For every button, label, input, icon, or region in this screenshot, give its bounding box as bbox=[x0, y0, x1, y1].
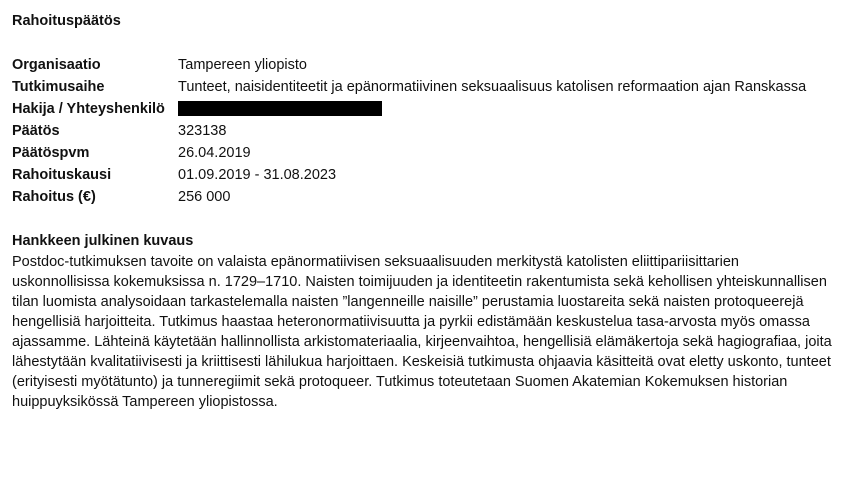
fields-table bbox=[12, 54, 848, 208]
field-label: Päätös bbox=[12, 123, 60, 139]
field-value: Tunteet, naisidentiteetit ja epänormatiivinen seksuaalisuus katolisen reformaation ajan Ranskassa bbox=[178, 79, 807, 95]
field-label: Hakija / Yhteyshenkilö bbox=[12, 101, 165, 117]
document-title: Rahoituspäätös bbox=[12, 13, 121, 29]
field-row-funding-amount bbox=[12, 186, 848, 208]
field-label: Tutkimusaihe bbox=[12, 79, 105, 95]
field-row-decision bbox=[12, 120, 848, 142]
field-value: 256 000 bbox=[178, 189, 231, 205]
decision-document bbox=[12, 10, 848, 412]
field-value: 323138 bbox=[178, 123, 227, 139]
field-row-decision-date bbox=[12, 142, 848, 164]
field-row-applicant bbox=[12, 98, 848, 120]
field-label: Rahoitus (€) bbox=[12, 189, 96, 205]
field-value bbox=[178, 98, 848, 120]
field-row-funding-period bbox=[12, 164, 848, 186]
field-row-research-topic bbox=[12, 76, 848, 98]
field-value: 26.04.2019 bbox=[178, 145, 251, 161]
field-value: 01.09.2019 - 31.08.2023 bbox=[178, 167, 337, 183]
field-value: Tampereen yliopisto bbox=[178, 57, 307, 73]
description-text: Postdoc-tutkimuksen tavoite on valaista epänormatiivisen seksuaalisuuden merkitystä katolisten eliittipariisittarien uskonnollisissa kokemuksissa n. 1729–1710. Naisten toimijuuden ja identiteetin rakentumista sekä kehollisen yhteiskunnallisen tilan luomista analysoidaan tarkastelemalla naisten ”langenneille naisille” perustamia luostareita sekä naisten protoqueerejä hengellisiä harjoitteita. Tutkimus haastaa heteronormatiivisuutta ja pyrkii edistämään keskustelua tasa-arvosta myös omassa ajassamme. Lähteinä käytetään hallinnollista arkistomateriaalia, kirjeenvaihtoa, hengellisiä elämäkertoja sekä hagiografiaa, joita lähestytään kvalitatiivisesti ja kriittisesti lähilukua harjoittaen. Keskeisiä tutkimusta ohjaavia käsitteitä ovat eletty uskonto, tunteet (erityisesti myötätunto) ja tunneregiimit sekä protoqueer. Tutkimus toteutetaan Suomen Akatemian Kokemuksen historian huippuyksikössä Tampereen yliopistossa. bbox=[12, 254, 832, 410]
redaction-bar bbox=[178, 101, 382, 116]
field-label: Rahoituskausi bbox=[12, 167, 112, 183]
field-label: Organisaatio bbox=[12, 57, 101, 73]
description-heading: Hankkeen julkinen kuvaus bbox=[12, 233, 194, 249]
field-label: Päätöspvm bbox=[12, 145, 90, 161]
field-row-organisation bbox=[12, 54, 848, 76]
